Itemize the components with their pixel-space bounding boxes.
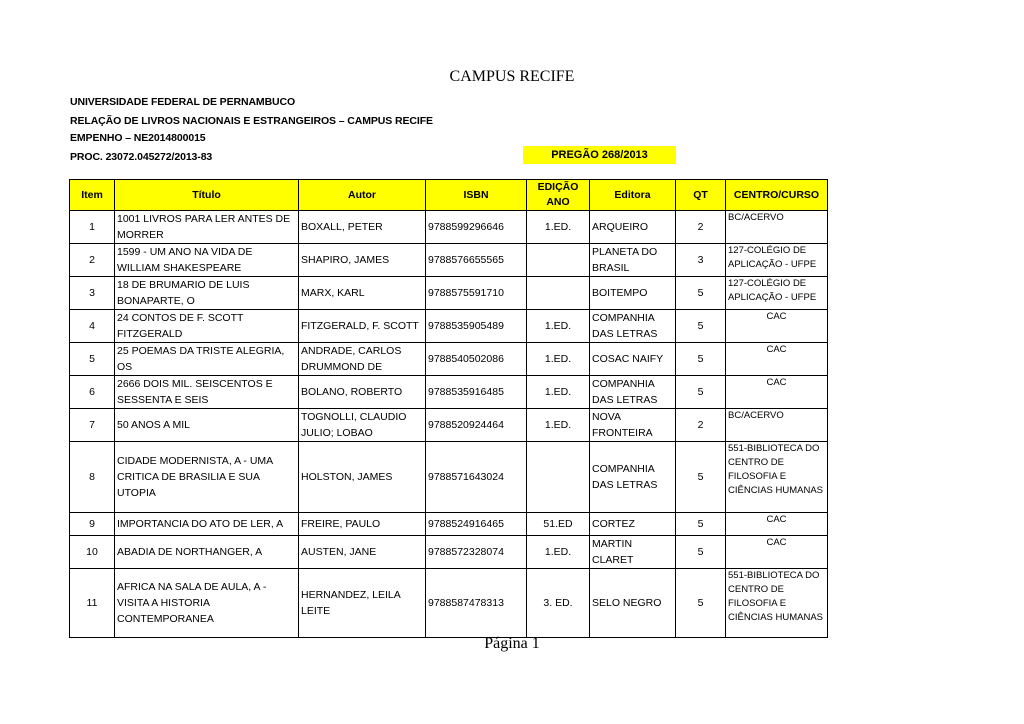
books-table bbox=[69, 179, 828, 638]
cell-qt: 5 bbox=[676, 536, 726, 569]
cell-titulo: 25 POEMAS DA TRISTE ALEGRIA, OS bbox=[115, 343, 299, 376]
cell-titulo: 2666 DOIS MIL. SEISCENTOS E SESSENTA E SEIS bbox=[115, 376, 299, 409]
cell-edicao bbox=[527, 277, 590, 310]
cell-qt: 5 bbox=[676, 277, 726, 310]
cell-titulo: 50 ANOS A MIL bbox=[115, 409, 299, 442]
cell-centro: CAC bbox=[726, 343, 828, 376]
cell-item: 7 bbox=[70, 409, 115, 442]
cell-qt: 5 bbox=[676, 376, 726, 409]
cell-centro: CAC bbox=[726, 310, 828, 343]
table-row bbox=[70, 244, 828, 277]
cell-isbn: 9788599296646 bbox=[426, 211, 527, 244]
university-name: UNIVERSIDADE FEDERAL DE PERNAMBUCO bbox=[70, 96, 296, 108]
cell-centro: CAC bbox=[726, 513, 828, 536]
cell-edicao: 1.ED. bbox=[527, 211, 590, 244]
cell-autor: AUSTEN, JANE bbox=[299, 536, 426, 569]
cell-centro: BC/ACERVO bbox=[726, 211, 828, 244]
cell-qt: 5 bbox=[676, 442, 726, 513]
cell-item: 4 bbox=[70, 310, 115, 343]
cell-titulo: 24 CONTOS DE F. SCOTT FITZGERALD bbox=[115, 310, 299, 343]
cell-editora: BOITEMPO bbox=[590, 277, 676, 310]
cell-isbn: 9788571643024 bbox=[426, 442, 527, 513]
cell-centro: CAC bbox=[726, 536, 828, 569]
cell-item: 5 bbox=[70, 343, 115, 376]
cell-isbn: 9788575591710 bbox=[426, 277, 527, 310]
cell-autor: TOGNOLLI, CLAUDIO JULIO; LOBAO bbox=[299, 409, 426, 442]
cell-centro: 127-COLÉGIO DE APLICAÇÃO - UFPE bbox=[726, 277, 828, 310]
table-row bbox=[70, 569, 828, 638]
cell-editora: SELO NEGRO bbox=[590, 569, 676, 638]
cell-autor: SHAPIRO, JAMES bbox=[299, 244, 426, 277]
table-row bbox=[70, 310, 828, 343]
cell-item: 3 bbox=[70, 277, 115, 310]
cell-item: 11 bbox=[70, 569, 115, 638]
col-header-centro: CENTRO/CURSO bbox=[726, 180, 828, 211]
cell-isbn: 9788576655565 bbox=[426, 244, 527, 277]
table-row bbox=[70, 536, 828, 569]
table-header-row bbox=[70, 180, 828, 211]
cell-edicao: 1.ED. bbox=[527, 409, 590, 442]
cell-isbn: 9788535916485 bbox=[426, 376, 527, 409]
cell-autor: MARX, KARL bbox=[299, 277, 426, 310]
table-row bbox=[70, 277, 828, 310]
cell-editora: CORTEZ bbox=[590, 513, 676, 536]
cell-titulo: IMPORTANCIA DO ATO DE LER, A bbox=[115, 513, 299, 536]
cell-isbn: 9788540502086 bbox=[426, 343, 527, 376]
table-row bbox=[70, 513, 828, 536]
col-header-item: Item bbox=[70, 180, 115, 211]
col-header-titulo: Título bbox=[115, 180, 299, 211]
cell-qt: 5 bbox=[676, 569, 726, 638]
cell-isbn: 9788587478313 bbox=[426, 569, 527, 638]
table-row bbox=[70, 376, 828, 409]
cell-qt: 2 bbox=[676, 409, 726, 442]
cell-centro: BC/ACERVO bbox=[726, 409, 828, 442]
cell-autor: FREIRE, PAULO bbox=[299, 513, 426, 536]
cell-titulo: AFRICA NA SALA DE AULA, A - VISITA A HISTORIA CONTEMPORANEA bbox=[115, 569, 299, 638]
cell-item: 1 bbox=[70, 211, 115, 244]
cell-editora: COSAC NAIFY bbox=[590, 343, 676, 376]
cell-item: 6 bbox=[70, 376, 115, 409]
cell-autor: BOXALL, PETER bbox=[299, 211, 426, 244]
report-title: RELAÇÃO DE LIVROS NACIONAIS E ESTRANGEIROS – CAMPUS RECIFE bbox=[70, 115, 433, 127]
cell-editora: NOVA FRONTEIRA bbox=[590, 409, 676, 442]
cell-edicao: 1.ED. bbox=[527, 343, 590, 376]
cell-edicao: 3. ED. bbox=[527, 569, 590, 638]
col-header-autor: Autor bbox=[299, 180, 426, 211]
cell-qt: 2 bbox=[676, 211, 726, 244]
cell-autor: FITZGERALD, F. SCOTT bbox=[299, 310, 426, 343]
cell-editora: COMPANHIA DAS LETRAS bbox=[590, 310, 676, 343]
col-header-editora: Editora bbox=[590, 180, 676, 211]
process-number: PROC. 23072.045272/2013-83 bbox=[70, 151, 213, 163]
table-row bbox=[70, 442, 828, 513]
table-row bbox=[70, 343, 828, 376]
cell-qt: 5 bbox=[676, 343, 726, 376]
col-header-edicao: EDIÇÃO ANO bbox=[527, 180, 590, 211]
cell-item: 8 bbox=[70, 442, 115, 513]
cell-titulo: 1001 LIVROS PARA LER ANTES DE MORRER bbox=[115, 211, 299, 244]
cell-titulo: 18 DE BRUMARIO DE LUIS BONAPARTE, O bbox=[115, 277, 299, 310]
cell-centro: CAC bbox=[726, 376, 828, 409]
cell-autor: HERNANDEZ, LEILA LEITE bbox=[299, 569, 426, 638]
cell-item: 9 bbox=[70, 513, 115, 536]
pregao-badge: PREGÃO 268/2013 bbox=[523, 146, 676, 164]
cell-editora: MARTIN CLARET bbox=[590, 536, 676, 569]
cell-edicao: 1.ED. bbox=[527, 310, 590, 343]
cell-titulo: 1599 - UM ANO NA VIDA DE WILLIAM SHAKESPEARE bbox=[115, 244, 299, 277]
cell-isbn: 9788535905489 bbox=[426, 310, 527, 343]
cell-isbn: 9788520924464 bbox=[426, 409, 527, 442]
page-number: Página 1 bbox=[484, 635, 540, 652]
cell-isbn: 9788524916465 bbox=[426, 513, 527, 536]
cell-centro: 551-BIBLIOTECA DO CENTRO DE FILOSOFIA E CIÊNCIAS HUMANAS bbox=[726, 569, 828, 638]
cell-editora: ARQUEIRO bbox=[590, 211, 676, 244]
empenho-number: EMPENHO – NE2014800015 bbox=[70, 132, 206, 144]
cell-edicao: 1.ED. bbox=[527, 536, 590, 569]
cell-titulo: CIDADE MODERNISTA, A - UMA CRITICA DE BRASILIA E SUA UTOPIA bbox=[115, 442, 299, 513]
page-title: CAMPUS RECIFE bbox=[449, 68, 575, 85]
cell-item: 10 bbox=[70, 536, 115, 569]
cell-item: 2 bbox=[70, 244, 115, 277]
cell-qt: 5 bbox=[676, 310, 726, 343]
cell-qt: 5 bbox=[676, 513, 726, 536]
cell-centro: 551-BIBLIOTECA DO CENTRO DE FILOSOFIA E CIÊNCIAS HUMANAS bbox=[726, 442, 828, 513]
cell-titulo: ABADIA DE NORTHANGER, A bbox=[115, 536, 299, 569]
cell-autor: HOLSTON, JAMES bbox=[299, 442, 426, 513]
cell-autor: ANDRADE, CARLOS DRUMMOND DE bbox=[299, 343, 426, 376]
cell-edicao bbox=[527, 244, 590, 277]
col-header-isbn: ISBN bbox=[426, 180, 527, 211]
cell-editora: COMPANHIA DAS LETRAS bbox=[590, 376, 676, 409]
cell-edicao bbox=[527, 442, 590, 513]
cell-centro: 127-COLÉGIO DE APLICAÇÃO - UFPE bbox=[726, 244, 828, 277]
cell-isbn: 9788572328074 bbox=[426, 536, 527, 569]
cell-edicao: 51.ED bbox=[527, 513, 590, 536]
cell-qt: 3 bbox=[676, 244, 726, 277]
cell-edicao: 1.ED. bbox=[527, 376, 590, 409]
cell-editora: PLANETA DO BRASIL bbox=[590, 244, 676, 277]
col-header-qt: QT bbox=[676, 180, 726, 211]
cell-autor: BOLANO, ROBERTO bbox=[299, 376, 426, 409]
table-row bbox=[70, 409, 828, 442]
cell-editora: COMPANHIA DAS LETRAS bbox=[590, 442, 676, 513]
table-row bbox=[70, 211, 828, 244]
